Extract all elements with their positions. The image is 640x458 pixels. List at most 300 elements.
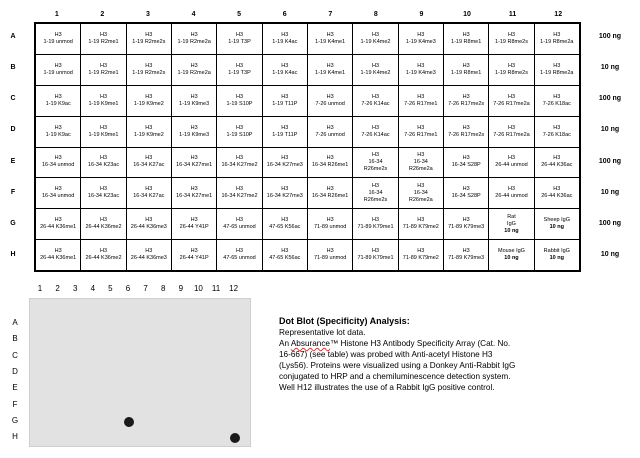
array-cell-text: 7-26 K18ac xyxy=(542,131,571,138)
array-cell-text: H3 xyxy=(417,124,425,131)
array-cell-text: H3 xyxy=(417,93,425,100)
array-cell-text: 7-26 R17me1 xyxy=(404,131,438,138)
array-cell xyxy=(444,148,488,178)
array-cell xyxy=(81,148,125,178)
array-cell xyxy=(489,24,533,54)
array-cell-text: H3 xyxy=(326,124,334,131)
array-cell-text: 1-19 S10P xyxy=(226,100,253,107)
array-cell-text: 1-19 K4me1 xyxy=(315,69,346,76)
array-row-letter: G xyxy=(10,220,16,228)
array-cell-text: 16-34 xyxy=(413,189,428,196)
array-cell xyxy=(36,117,80,147)
array-cell-text: 1-19 K9me2 xyxy=(133,131,164,138)
array-cell xyxy=(489,117,533,147)
array-cell-text: 16-34 K27ac xyxy=(133,162,165,169)
array-cell-text: H3 xyxy=(371,248,379,255)
array-cell xyxy=(127,209,171,239)
array-cell xyxy=(353,148,397,178)
array-cell xyxy=(36,148,80,178)
description-line: An Absurance™ Histone H3 Antibody Specificity Array (Cat. No. xyxy=(279,339,511,348)
array-cell-text: 26-44 K36ac xyxy=(541,162,573,169)
array-cell-text: 1-19 unmod xyxy=(43,69,73,76)
array-cell-text: H3 xyxy=(462,62,470,69)
array-cell-text: 16-34 xyxy=(368,158,383,165)
array-cell-text: H3 xyxy=(99,217,107,224)
array-cell-text: H3 xyxy=(54,62,62,69)
array-cell-text: 1-19 K9ac xyxy=(45,131,71,138)
array-cell-text: H3 xyxy=(145,155,153,162)
array-cell-text: 1-19 R8me2s xyxy=(494,69,528,76)
array-cell-text: H3 xyxy=(326,31,334,38)
array-amount-label: 100 ng xyxy=(598,32,622,40)
array-cell-text: H3 xyxy=(326,155,334,162)
array-cell-text: 7-26 unmod xyxy=(315,131,345,138)
array-cell-text: 16-34 K27me1 xyxy=(176,193,213,200)
array-cell-text: H3 xyxy=(145,31,153,38)
array-cell-text: 1-19 K9ac xyxy=(45,100,71,107)
array-cell-text: H3 xyxy=(99,124,107,131)
array-cell-text: H3 xyxy=(326,93,334,100)
array-cell-text: H3 xyxy=(190,93,198,100)
array-amount-label: 10 ng xyxy=(600,251,620,259)
array-cell-text: 26-44 Y41P xyxy=(179,224,209,231)
array-cell-text: 10 ng xyxy=(504,255,519,262)
array-cell-text: H3 xyxy=(462,217,470,224)
array-cell xyxy=(308,55,352,85)
array-cell xyxy=(399,86,443,116)
array-cell-text: H3 xyxy=(507,186,515,193)
array-cell-text: Rat xyxy=(507,213,516,220)
array-cell-text: H3 xyxy=(190,124,198,131)
array-cell-text: 1-19 K4me2 xyxy=(360,69,391,76)
array-column-number: 2 xyxy=(100,11,105,18)
array-cell-text: 7-26 K14ac xyxy=(361,100,390,107)
array-cell-text: H3 xyxy=(145,62,153,69)
array-cell-text: H3 xyxy=(462,124,470,131)
array-cell-text: 16-34 K27me2 xyxy=(221,162,258,169)
array-cell xyxy=(36,178,80,208)
array-cell xyxy=(535,86,579,116)
array-cell xyxy=(217,178,261,208)
array-row-letter: C xyxy=(10,95,16,103)
blot-column-number: 10 xyxy=(193,284,203,293)
array-cell-text: 26-44 Y41P xyxy=(179,255,209,262)
array-cell-text: 16-34 xyxy=(368,189,383,196)
blot-row-letter: G xyxy=(11,415,19,425)
array-cell-text: H3 xyxy=(190,248,198,255)
array-cell-text: 16-34 K27me2 xyxy=(221,193,258,200)
array-cell-text: 1-19 T11P xyxy=(272,100,298,107)
array-cell-text: 1-19 K9me3 xyxy=(179,100,210,107)
array-cell-text: 16-34 S28P xyxy=(451,193,481,200)
array-cell-text: H3 xyxy=(281,62,289,69)
array-cell-text: H3 xyxy=(553,31,561,38)
blot-column-number: 3 xyxy=(72,284,78,293)
description-line: Representative lot data. xyxy=(279,328,366,337)
array-cell xyxy=(444,178,488,208)
array-cell xyxy=(308,24,352,54)
blot-column-number: 7 xyxy=(143,284,148,293)
array-cell-text: 1-19 K9me1 xyxy=(88,131,119,138)
array-cell-text: H3 xyxy=(235,31,243,38)
array-row-letter: F xyxy=(10,188,16,196)
array-cell xyxy=(127,117,171,147)
blot-column-number: 5 xyxy=(108,284,113,293)
array-cell-text: 10 ng xyxy=(549,255,564,262)
array-cell-text: H3 xyxy=(371,93,379,100)
array-cell xyxy=(81,117,125,147)
array-cell-text: H3 xyxy=(54,155,62,162)
array-cell-text: 16-34 K23ac xyxy=(87,162,120,169)
array-cell xyxy=(263,178,307,208)
blot-row-letter: B xyxy=(12,334,18,344)
array-row-letter: D xyxy=(10,126,16,134)
array-cell xyxy=(444,117,488,147)
array-cell xyxy=(217,24,261,54)
blot-row-letter: E xyxy=(12,383,18,393)
array-cell xyxy=(489,209,533,239)
blot-row-letter: F xyxy=(12,399,18,409)
array-cell xyxy=(263,117,307,147)
array-cell-text: 7-26 R17me1 xyxy=(404,100,438,107)
array-cell xyxy=(36,240,80,270)
array-cell-text: H3 xyxy=(235,186,243,193)
array-cell-text: H3 xyxy=(281,248,289,255)
array-cell-text: 16-34 unmod xyxy=(41,162,75,169)
array-cell-text: 71-89 K79me1 xyxy=(357,224,394,231)
array-cell-text: H3 xyxy=(145,124,153,131)
array-cell-text: H3 xyxy=(417,31,425,38)
array-cell-text: 1-19 unmod xyxy=(43,38,73,45)
array-cell-text: 16-34 K27me3 xyxy=(266,193,303,200)
array-cell-text: 1-19 R8me2a xyxy=(540,38,574,45)
array-cell-text: 1-19 S10P xyxy=(226,131,253,138)
array-cell-text: 16-34 K23ac xyxy=(87,193,120,200)
array-cell xyxy=(263,24,307,54)
array-cell-text: H3 xyxy=(371,151,379,158)
array-cell-text: H3 xyxy=(190,217,198,224)
array-cell-text: 7-26 K18ac xyxy=(542,100,571,107)
array-column-number: 3 xyxy=(146,11,150,18)
array-cell-text: 71-89 K79me3 xyxy=(448,255,485,262)
array-cell-text: 1-19 R2me2s xyxy=(132,38,166,45)
array-cell xyxy=(535,24,579,54)
array-cell-text: 1-19 R2me2a xyxy=(177,38,211,45)
array-cell xyxy=(263,240,307,270)
array-cell-text: H3 xyxy=(553,93,561,100)
array-cell-text: H3 xyxy=(326,248,334,255)
array-cell-text: 7-26 R17me2s xyxy=(448,131,485,138)
array-cell-text: 1-19 R2me1 xyxy=(88,38,119,45)
blot-row-letter: C xyxy=(12,350,18,360)
array-cell-text: H3 xyxy=(553,186,561,193)
array-cell-text: H3 xyxy=(417,182,425,189)
description-line: 16-667) (see table) was probed with Anti-acetyl Histone H3 xyxy=(279,350,493,359)
array-cell-text: H3 xyxy=(371,31,379,38)
array-cell-text: H3 xyxy=(54,124,62,131)
array-cell xyxy=(444,55,488,85)
array-cell xyxy=(81,55,125,85)
array-cell-text: 1-19 T3P xyxy=(228,69,251,76)
blot-column-number: 1 xyxy=(37,284,43,293)
array-cell xyxy=(353,86,397,116)
array-cell-text: 1-19 R2me2a xyxy=(177,69,211,76)
array-cell-text: 1-19 T3P xyxy=(228,38,251,45)
array-cell-text: H3 xyxy=(371,217,379,224)
array-cell-text: 26-44 unmod xyxy=(495,193,528,200)
array-cell-text: H3 xyxy=(190,31,198,38)
array-cell xyxy=(81,86,125,116)
array-cell-text: H3 xyxy=(54,248,62,255)
array-cell-text: 26-44 K36me2 xyxy=(85,255,122,262)
array-cell-text: H3 xyxy=(553,155,561,162)
array-cell-text: H3 xyxy=(417,217,425,224)
array-column-number: 10 xyxy=(463,11,471,18)
array-cell-text: 1-19 R8me2s xyxy=(494,38,528,45)
array-amount-label: 100 ng xyxy=(598,220,622,228)
array-cell-text: H3 xyxy=(145,93,153,100)
array-cell-text: 16-34 S28P xyxy=(451,162,481,169)
array-cell-text: 16-34 K27me1 xyxy=(176,162,213,169)
array-cell-text: 26-44 K36me3 xyxy=(130,255,167,262)
array-cell xyxy=(535,148,579,178)
array-cell-text: 10 ng xyxy=(504,227,519,234)
array-cell-text: 7-26 K14ac xyxy=(361,131,390,138)
array-cell xyxy=(263,55,307,85)
array-cell-text: 47-65 unmod xyxy=(223,224,256,231)
array-cell xyxy=(399,148,443,178)
array-cell-text: H3 xyxy=(281,124,289,131)
array-cell-text: 1-19 R8me1 xyxy=(451,38,482,45)
array-cell xyxy=(172,86,216,116)
array-cell xyxy=(399,178,443,208)
array-cell-text: H3 xyxy=(507,93,515,100)
array-cell xyxy=(399,209,443,239)
array-column-number: 12 xyxy=(554,11,563,18)
array-cell-text: H3 xyxy=(54,31,62,38)
array-cell-text: H3 xyxy=(54,217,62,224)
array-cell-text: H3 xyxy=(235,62,243,69)
array-cell-text: H3 xyxy=(462,248,470,255)
array-cell xyxy=(217,240,261,270)
array-cell xyxy=(127,148,171,178)
array-cell-text: H3 xyxy=(462,31,470,38)
array-cell-text: H3 xyxy=(190,62,198,69)
array-cell xyxy=(489,148,533,178)
blot-column-number: 8 xyxy=(160,284,166,293)
array-cell-text: 26-44 K36me1 xyxy=(40,224,77,231)
array-cell xyxy=(172,55,216,85)
array-cell xyxy=(81,240,125,270)
array-cell-text: H3 xyxy=(281,217,289,224)
array-cell-text: H3 xyxy=(462,155,470,162)
array-row-letter: E xyxy=(10,157,16,165)
array-cell-text: H3 xyxy=(99,93,107,100)
array-cell xyxy=(263,148,307,178)
array-cell-text: H3 xyxy=(54,93,62,100)
array-cell-text: H3 xyxy=(553,62,561,69)
array-cell xyxy=(353,240,397,270)
array-cell-text: 1-19 K4me3 xyxy=(405,38,436,45)
array-cell-text: H3 xyxy=(235,124,243,131)
array-cell-text: 10 ng xyxy=(549,224,564,231)
array-cell-text: H3 xyxy=(371,62,379,69)
array-cell-text: H3 xyxy=(235,248,243,255)
array-cell-text: R26me2a xyxy=(408,165,433,172)
array-cell xyxy=(353,24,397,54)
array-cell-text: H3 xyxy=(281,93,289,100)
array-cell xyxy=(308,86,352,116)
array-cell-text: 26-44 K36ac xyxy=(541,193,573,200)
array-cell xyxy=(399,55,443,85)
array-cell xyxy=(308,240,352,270)
array-cell-text: 1-19 K4me1 xyxy=(315,38,346,45)
array-cell-text: 7-26 R17me2s xyxy=(448,100,485,107)
array-cell-text: H3 xyxy=(145,217,153,224)
array-cell-text: 26-44 K36me2 xyxy=(85,224,122,231)
array-cell-text: H3 xyxy=(99,31,107,38)
array-cell-text: 7-26 unmod xyxy=(315,100,345,107)
array-cell xyxy=(127,240,171,270)
array-cell-text: 71-89 K79me2 xyxy=(402,224,439,231)
array-cell xyxy=(535,117,579,147)
array-cell-text: H3 xyxy=(417,151,425,158)
array-cell-text: H3 xyxy=(281,155,289,162)
array-cell xyxy=(172,24,216,54)
array-cell xyxy=(489,178,533,208)
blot-spot xyxy=(230,433,240,443)
array-cell-text: 1-19 K4me2 xyxy=(360,38,391,45)
array-amount-label: 10 ng xyxy=(600,188,620,196)
array-cell xyxy=(444,240,488,270)
array-cell-text: 7-26 R17me2a xyxy=(493,131,530,138)
array-cell-text: H3 xyxy=(190,186,198,193)
array-cell-text: H3 xyxy=(326,62,334,69)
blot-column-number: 4 xyxy=(90,284,96,293)
array-cell-text: H3 xyxy=(190,155,198,162)
array-cell xyxy=(36,24,80,54)
array-cell-text: 1-19 K9me1 xyxy=(88,100,119,107)
array-cell xyxy=(36,86,80,116)
array-cell xyxy=(81,24,125,54)
description-line: conjugated to HRP and a chemiluminescence detection system. xyxy=(279,372,511,381)
array-cell xyxy=(535,209,579,239)
array-cell-text: 47-65 K56ac xyxy=(269,255,301,262)
array-cell xyxy=(127,86,171,116)
array-cell xyxy=(489,55,533,85)
array-column-number: 7 xyxy=(328,11,333,18)
array-cell xyxy=(353,55,397,85)
array-cell-text: 1-19 R8me1 xyxy=(451,69,482,76)
array-cell xyxy=(353,117,397,147)
array-amount-label: 10 ng xyxy=(600,63,620,71)
array-cell-text: H3 xyxy=(507,62,515,69)
array-cell-text: H3 xyxy=(281,31,289,38)
array-cell xyxy=(489,240,533,270)
array-row-letter: A xyxy=(10,32,16,40)
array-column-number: 4 xyxy=(191,11,196,18)
array-cell-text: 47-65 K56ac xyxy=(269,224,301,231)
array-cell xyxy=(444,24,488,54)
array-cell xyxy=(308,117,352,147)
array-cell xyxy=(489,86,533,116)
array-cell xyxy=(217,117,261,147)
array-cell xyxy=(535,55,579,85)
array-cell-text: 1-19 R2me1 xyxy=(88,69,119,76)
blot-description xyxy=(279,316,609,393)
array-cell xyxy=(127,178,171,208)
array-cell-text: Rabbit IgG xyxy=(543,248,570,255)
blot-row-letter: A xyxy=(12,318,18,327)
array-cell-text: 1-19 K4ac xyxy=(272,38,298,45)
array-cell xyxy=(81,209,125,239)
array-cell-text: Sheep IgG xyxy=(543,217,570,224)
array-cell-text: H3 xyxy=(145,248,153,255)
array-row-letter: B xyxy=(10,63,16,71)
array-cell-text: H3 xyxy=(371,182,379,189)
array-cell-text: H3 xyxy=(326,217,334,224)
array-cell-text: IgG xyxy=(507,220,516,227)
array-cell-text: 16-34 unmod xyxy=(41,193,75,200)
blot-column-number: 12 xyxy=(229,284,239,293)
array-cell-text: 1-19 T11P xyxy=(272,131,298,138)
array-cell xyxy=(399,240,443,270)
array-cell-text: 16-34 R26me1 xyxy=(311,193,349,200)
antibody-specificity-array-table xyxy=(34,22,581,272)
array-cell xyxy=(172,178,216,208)
array-cell-text: 7-26 R17me2a xyxy=(493,100,530,107)
array-cell-text: 47-65 unmod xyxy=(223,255,256,262)
array-cell xyxy=(353,178,397,208)
blot-column-number: 2 xyxy=(55,284,60,293)
array-cell-text: H3 xyxy=(371,124,379,131)
array-cell xyxy=(217,55,261,85)
array-cell-text: H3 xyxy=(326,186,334,193)
blot-row-letter: H xyxy=(12,432,18,442)
blot-column-number: 9 xyxy=(178,284,184,293)
array-cell xyxy=(263,86,307,116)
array-cell-text: 26-44 unmod xyxy=(495,162,528,169)
array-cell-text: H3 xyxy=(99,62,107,69)
array-cell-text: 16-34 xyxy=(413,158,428,165)
array-cell-text: H3 xyxy=(235,155,243,162)
array-cell-text: 1-19 R2me2s xyxy=(132,69,166,76)
array-cell-text: 71-89 K79me2 xyxy=(402,255,439,262)
array-cell-text: 16-34 R26me1 xyxy=(311,162,349,169)
array-amount-label: 10 ng xyxy=(600,126,620,134)
array-cell-text: H3 xyxy=(462,93,470,100)
array-cell xyxy=(444,209,488,239)
array-cell-text: H3 xyxy=(417,62,425,69)
array-column-number: 8 xyxy=(373,11,378,18)
array-cell xyxy=(399,24,443,54)
array-cell-text: H3 xyxy=(462,186,470,193)
array-cell xyxy=(36,209,80,239)
array-cell xyxy=(217,148,261,178)
description-title: Dot Blot (Specificity) Analysis: xyxy=(279,316,410,326)
blot-spot xyxy=(124,417,134,427)
array-cell-text: 16-34 K27me3 xyxy=(266,162,303,169)
array-cell-text: 1-19 K9me2 xyxy=(133,100,164,107)
array-cell-text: 71-89 K79me3 xyxy=(448,224,485,231)
array-cell xyxy=(172,240,216,270)
blot-column-number: 6 xyxy=(125,284,131,293)
description-line: (Lys56). Proteins were visualized using a Donkey Anti-Rabbit IgG xyxy=(279,361,516,370)
array-cell-text: R26me2s xyxy=(363,196,388,203)
array-cell-text: R26me2a xyxy=(408,196,433,203)
array-cell xyxy=(36,55,80,85)
array-cell xyxy=(535,240,579,270)
